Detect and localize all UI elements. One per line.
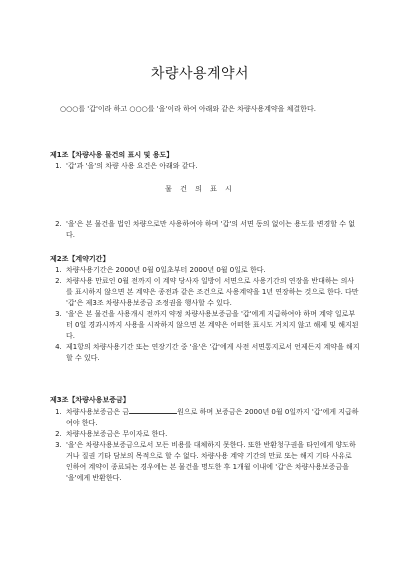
section-2-heading: 제2조【계약기간】 bbox=[50, 255, 110, 263]
section-2 bbox=[50, 254, 360, 364]
section-3 bbox=[50, 395, 360, 484]
section-1-item-1: 1. '갑'과 '을'의 차량 사용 요건은 아래와 같다. bbox=[64, 161, 360, 172]
deposit-amount-blank bbox=[129, 406, 177, 414]
deposit-amount-suffix: 원으로 하며 보증금은 2000년 0월 0일까지 '갑'에게 지급하여야 한다. bbox=[66, 408, 359, 427]
section-1 bbox=[50, 150, 360, 172]
document-title: 차량사용계약서 bbox=[150, 66, 250, 82]
section-1-heading: 제1조【차량사용 물건의 표시 및 용도】 bbox=[50, 151, 174, 159]
section-3-item-3: 3. '을'은 차량사용보증금으로서 모든 비용를 대체하지 못한다. 또한 반환청구권을 타인에게 양도하거나 질권 기타 담보의 목적으로 할 수 없다. 차량사용 계약 기간의 만료 또는 해지 기타 사유로 인하여 계약이 종료되는 경우에는 본 물건을 명도한 후 1개월 이내에 '갑'은 차량사용보증금을 '을'에게 반환한다. bbox=[64, 440, 360, 484]
section-1-cont bbox=[50, 219, 360, 241]
intro-paragraph: ○○○를 '갑'이라 하고 ○○○를 '을'이라 하여 아래와 같은 차량사용계약을 체결한다. bbox=[60, 105, 316, 113]
deposit-amount-prefix: 차량사용보증금은 금 bbox=[66, 408, 130, 416]
section-2-item-2: 2. 차량사용 만료인 0월 전까지 이 계약 당사자 일방이 서면으로 사용기간의 연장을 반대하는 의사를 표시하지 않으면 본 계약은 종전과 같은 조건으로 사용계약을 1년 연장하는 것으로 한다. 다만 '갑'은 제3조 차량사용보증금 조정권을 행사할 수 있다. bbox=[64, 276, 360, 309]
section-3-item-1 bbox=[64, 406, 360, 429]
section-3-heading: 제3조【차량사용보증금】 bbox=[50, 396, 130, 404]
section-3-item-2: 2. 차량사용보증금은 무이자로 한다. bbox=[64, 429, 360, 440]
section-1-item-2: 2. '을'은 본 물건을 법인 차량으로만 사용하여야 하며 '갑'의 서면 동의 없이는 용도를 변경할 수 없다. bbox=[64, 219, 360, 241]
property-display-label: 물 건 의 표 시 bbox=[165, 185, 235, 193]
section-2-item-4: 4. 제1항의 차량사용기간 또는 연장기간 중 '을'은 '갑'에게 사전 서면통지로서 언제든지 계약을 해지 할 수 있다. bbox=[64, 342, 360, 364]
section-2-item-1: 1. 차량사용기간은 2000년 0월 0일초부터 2000년 0월 0일로 한다. bbox=[64, 265, 360, 276]
section-2-item-3: 3. '을'은 본 물건을 사용개시 전까지 약정 차량사용보증금을 '갑'에게 지급하여야 하며 계약 일로부터 0일 경과시까지 사용을 시작하지 않으면 본 계약은 어떠한 표시도 거치지 않고 해제 및 해지된다. bbox=[64, 309, 360, 342]
